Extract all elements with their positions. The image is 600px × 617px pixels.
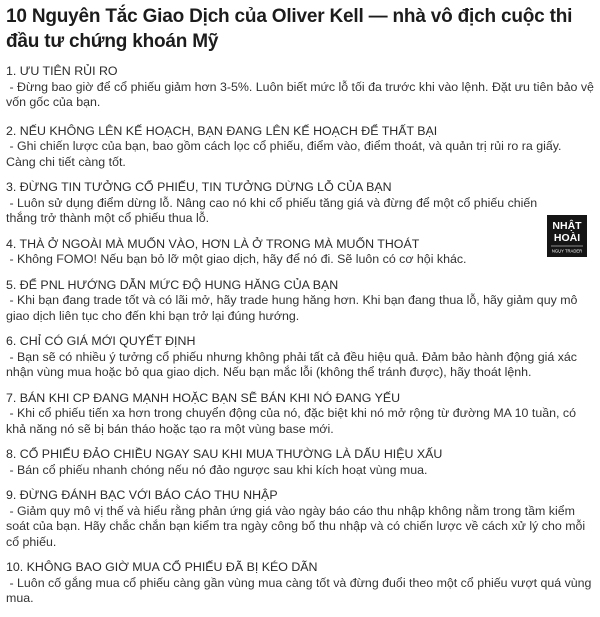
- rule-item-4: [6, 237, 594, 268]
- rule-body: - Khi bạn đang trade tốt và có lãi mở, hãy trade hung hăng hơn. Khi bạn đang thua lỗ, hãy giảm quy mô giao dịch liên tục cho đến khi bạn trở lại đúng hướng.: [6, 293, 594, 324]
- logo-tagline: NGỤY TRADER: [551, 248, 583, 254]
- rule-heading: 5. ĐỂ PNL HƯỚNG DẪN MỨC ĐỘ HUNG HĂNG CỦA BẠN: [6, 277, 339, 292]
- brand-logo-icon: [547, 215, 587, 257]
- rule-item-1: [6, 64, 594, 111]
- rule-heading: 7. BÁN KHI CP ĐANG MẠNH HOẶC BẠN SẼ BÁN KHI NÓ ĐANG YẾU: [6, 390, 401, 405]
- rule-item-5: [6, 278, 594, 325]
- rule-item-3: [6, 180, 594, 227]
- rule-item-8: [6, 447, 594, 478]
- logo-graphic: [547, 215, 587, 257]
- rule-body: - Không FOMO! Nếu bạn bỏ lỡ một giao dịch, hãy để nó đi. Sẽ luôn có cơ hội khác.: [6, 252, 594, 268]
- rule-body: - Luôn cố gắng mua cổ phiếu càng gần vùng mua càng tốt và đừng đuổi theo một cổ phiếu vượt quá vùng mua.: [6, 576, 594, 607]
- rule-body: - Ghi chiến lược của bạn, bao gồm cách lọc cổ phiếu, điểm vào, điểm thoát, và quản trị rủi ro ra giấy. Càng chi tiết càng tốt.: [6, 139, 594, 170]
- rule-heading: 1. ƯU TIÊN RỦI RO: [6, 64, 118, 78]
- rule-item-2: [6, 124, 594, 171]
- logo-line2: HOÀI: [553, 232, 581, 244]
- rules-list: [6, 64, 594, 617]
- rule-heading: 10. KHÔNG BAO GIỜ MUA CỔ PHIẾU ĐÃ BỊ KÉO DÃN: [6, 560, 318, 574]
- rule-heading: 6. CHỈ CÓ GIÁ MỚI QUYẾT ĐỊNH: [6, 334, 196, 348]
- rule-heading: 2. NẾU KHÔNG LÊN KẾ HOẠCH, BẠN ĐANG LÊN KẾ HOẠCH ĐỂ THẤT BẠI: [6, 123, 438, 138]
- page-title: 10 Nguyên Tắc Giao Dịch của Oliver Kell — nhà vô địch cuộc thi đầu tư chứng khoán Mỹ: [6, 6, 573, 52]
- rule-heading: 3. ĐỪNG TIN TƯỞNG CỔ PHIẾU, TIN TƯỞNG DỪNG LỖ CỦA BẠN: [6, 180, 392, 194]
- rule-body: - Khi cổ phiếu tiến xa hơn trong chuyển động của nó, đặc biệt khi nó mở rộng từ đường MA 10 tuần, có khả năng nó sẽ bị bán tháo hoặc tạo ra một vùng base mới.: [6, 406, 594, 437]
- rule-item-7: [6, 391, 594, 438]
- rule-heading: 9. ĐỪNG ĐÁNH BẠC VỚI BÁO CÁO THU NHẬP: [6, 488, 278, 502]
- rule-body: - Luôn sử dụng điểm dừng lỗ. Nâng cao nó khi cổ phiếu tăng giá và đừng để một cổ phiếu chiến thắng trở thành một cổ phiếu thua lỗ.: [6, 196, 544, 227]
- rule-heading: 4. THÀ Ở NGOÀI MÀ MUỐN VÀO, HƠN LÀ Ở TRONG MÀ MUỐN THOÁT: [6, 236, 420, 251]
- rule-body: - Bán cổ phiếu nhanh chóng nếu nó đảo ngược sau khi kích hoạt vùng mua.: [6, 463, 594, 479]
- rule-heading: 8. CỔ PHIẾU ĐẢO CHIỀU NGAY SAU KHI MUA THƯỜNG LÀ DẤU HIỆU XẤU: [6, 447, 443, 461]
- rule-body: - Bạn sẽ có nhiều ý tưởng cổ phiếu nhưng không phải tất cả đều hiệu quả. Đảm bảo hành động giá xác nhận vùng mua hoặc bỏ qua giao dịch. Nếu bạn mắc lỗi (không thể tránh được), hãy thoát lệnh.: [6, 350, 594, 381]
- rule-item-9: [6, 488, 594, 550]
- rule-item-6: [6, 334, 594, 381]
- logo-line1: NHẬT: [552, 220, 582, 232]
- rule-body: - Đừng bao giờ để cổ phiếu giảm hơn 3-5%. Luôn biết mức lỗ tối đa trước khi vào lệnh. Đặt ưu tiên bảo vệ vốn gốc của bạn.: [6, 80, 594, 111]
- rule-body: - Giảm quy mô vị thế và hiểu rằng phản ứng giá vào ngày báo cáo thu nhập không nằm trong tầm kiểm soát của bạn. Hãy chắc chắn bạn kiểm tra ngày công bố thu nhập và có chiến lược về cách xử lý cho mỗi cổ phiếu.: [6, 504, 594, 551]
